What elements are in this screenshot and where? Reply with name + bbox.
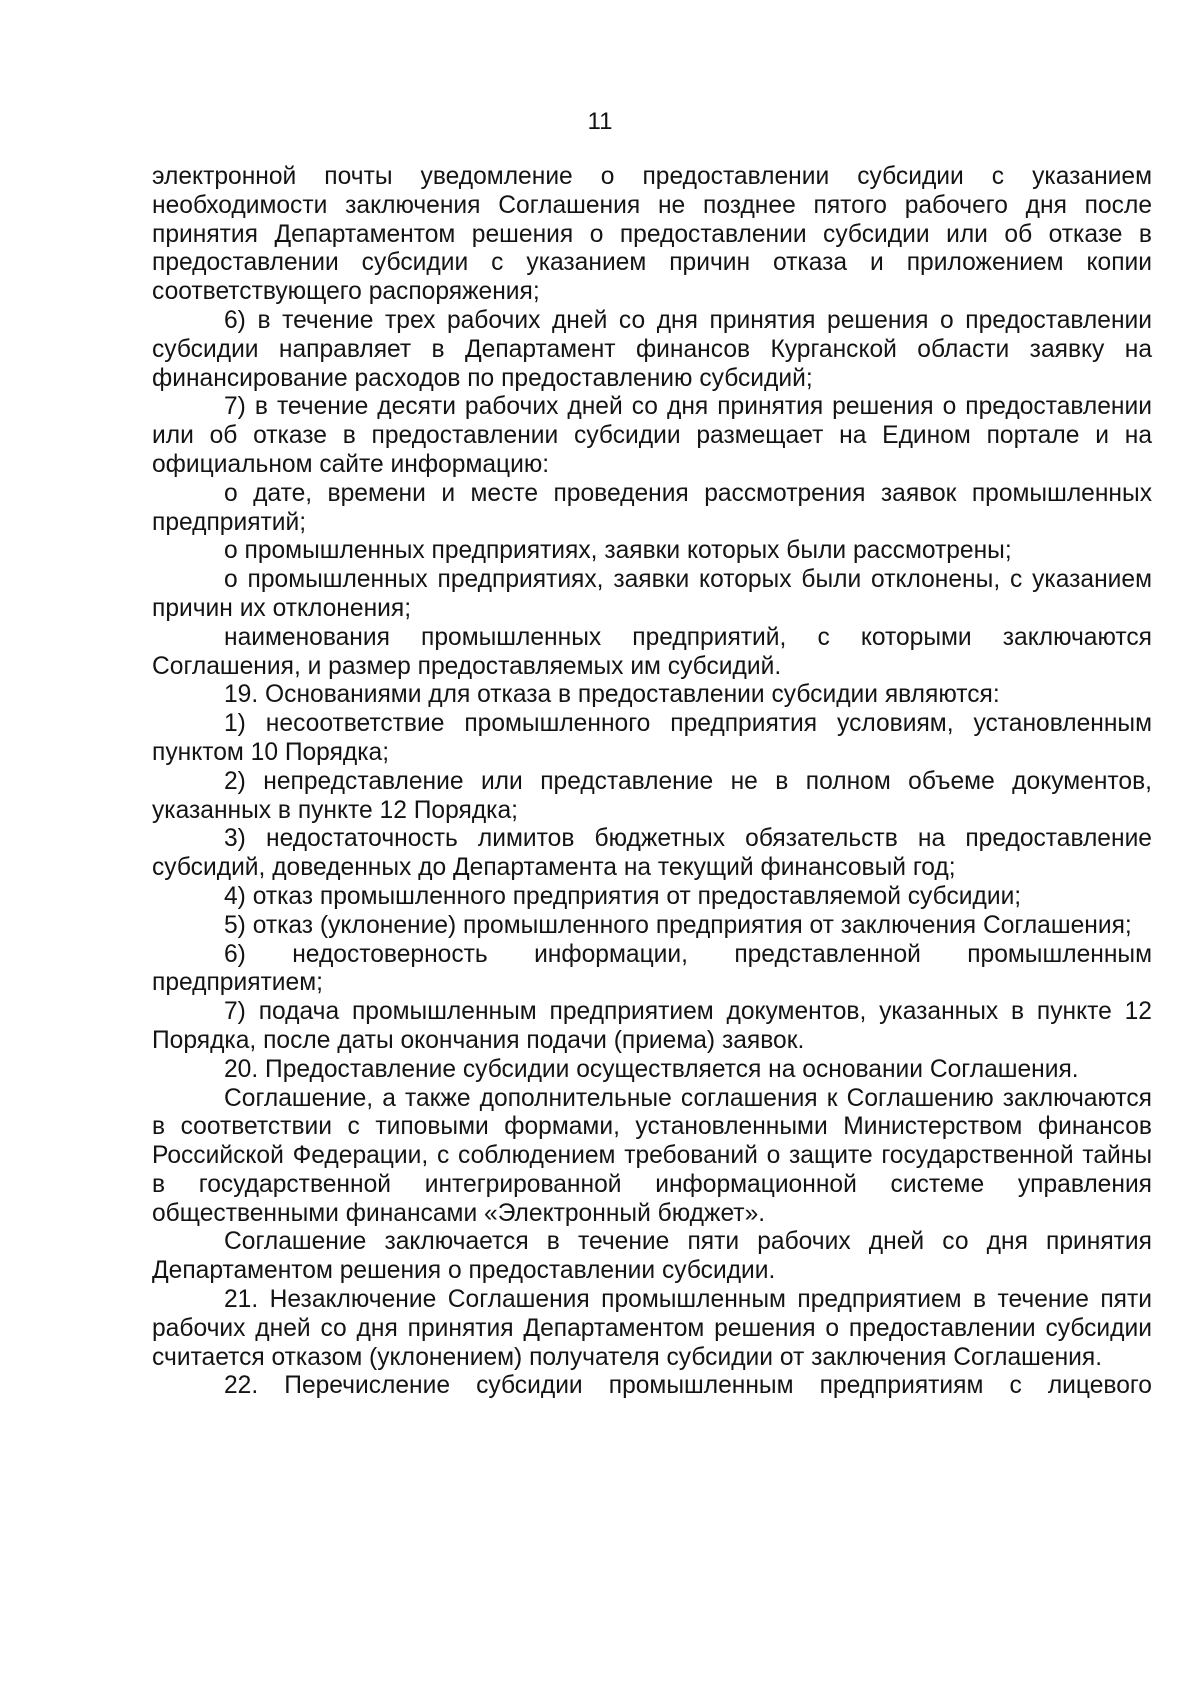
paragraph-info-agreements: наименования промышленных предприятий, с которыми заключаются Соглашения, и размер предоставляемых им субсидий.: [152, 623, 1152, 680]
paragraph-refusal-1: 1) несоответствие промышленного предприятия условиям, установленным пунктом 10 Порядка;: [152, 710, 1152, 766]
paragraph-clause-20: 20. Предоставление субсидии осуществляется на основании Соглашения.: [224, 1055, 1079, 1083]
paragraph-info-reviewed: о промышленных предприятиях, заявки которых были рассмотрены;: [224, 537, 1012, 565]
document-body: [152, 163, 1152, 1401]
paragraph-item-7: 7) в течение десяти рабочих дней со дня принятия решения о предоставлении или об отказе в предоставлении субсидии размещает на Едином портале и на официальном сайте информацию:: [152, 393, 1152, 478]
paragraph-refusal-6: 6) недостоверность информации, представленной промышленным предприятием;: [152, 940, 1152, 997]
paragraph-refusal-2: 2) непредставление или представление не в полном объеме документов, указанных в пункте 12 Порядка;: [152, 767, 1152, 824]
paragraph-clause-19: 19. Основаниями для отказа в предоставлении субсидии являются:: [224, 681, 1000, 709]
page-number: 11: [587, 108, 613, 135]
paragraph-agreement-forms: Соглашение, а также дополнительные соглашения к Соглашению заключаются в соответствии с типовыми формами, установленными Министерством финансов Российской Федерации, с соблюдением требований о защите государственной тайны в государственной интегрированной информационной системе управления общественными финансами «Электронный бюджет».: [152, 1084, 1152, 1227]
paragraph-item-6: 6) в течение трех рабочих дней со дня принятия решения о предоставлении субсидии направляет в Департамент финансов Курганской области заявку на финансирование расходов по предоставлению субсидий;: [152, 306, 1152, 392]
paragraph-info-date: о дате, времени и месте проведения рассмотрения заявок промышленных предприятий;: [152, 479, 1152, 536]
paragraph-refusal-3: 3) недостаточность лимитов бюджетных обязательств на предоставление субсидий, доведенных до Департамента на текущий финансовый год;: [152, 825, 1152, 882]
paragraph-agreement-term: Соглашение заключается в течение пяти рабочих дней со дня принятия Департаментом решения о предоставлении субсидии.: [152, 1228, 1152, 1285]
paragraph-clause-21: 21. Незаключение Соглашения промышленным предприятием в течение пяти рабочих дней со дня принятия Департаментом решения о предоставлении субсидии считается отказом (уклонением) получателя субсидии от заключения Соглашения.: [152, 1286, 1152, 1371]
paragraph-refusal-4: 4) отказ промышленного предприятия от предоставляемой субсидии;: [224, 882, 1022, 910]
paragraph-refusal-7: 7) подача промышленным предприятием документов, указанных в пункте 12 Порядка, после даты окончания подачи (приема) заявок.: [152, 998, 1152, 1054]
paragraph-info-rejected: о промышленных предприятиях, заявки которых были отклонены, с указанием причин их отклонения;: [152, 566, 1152, 622]
paragraph-continuation: электронной почты уведомление о предоставлении субсидии с указанием необходимости заключения Соглашения не позднее пятого рабочего дня после принятия Департаментом решения о предоставлении субсидии или об отказе в предоставлении субсидии с указанием причин отказа и приложением копии соответствующего распоряжения;: [152, 163, 1152, 306]
paragraph-clause-22: 22. Перечисление субсидии промышленным предприятиям с лицевого: [224, 1372, 1152, 1400]
paragraph-refusal-5: 5) отказ (уклонение) промышленного предприятия от заключения Соглашения;: [224, 911, 1132, 939]
